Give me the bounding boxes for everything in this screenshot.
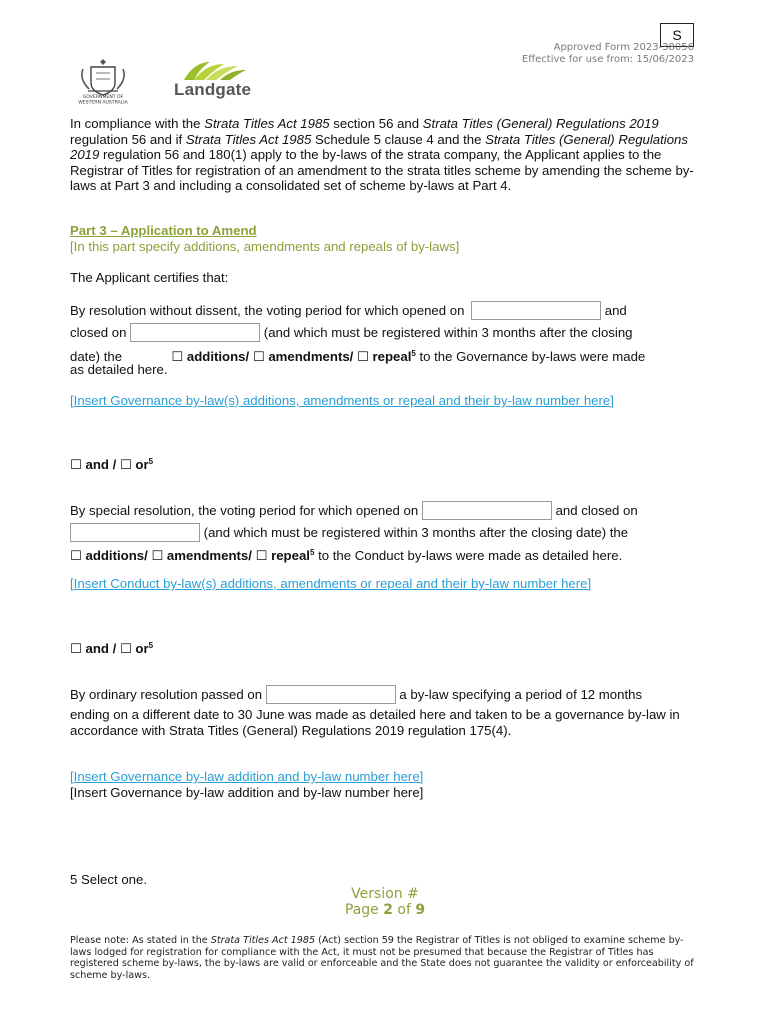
conduct-opened-date-field[interactable] [422, 501, 552, 520]
conduct-text: to the Conduct by-laws were made as detailed here. [314, 548, 623, 563]
governance-insert-link[interactable]: [Insert Governance by-law(s) additions, amendments or repeal and their by-law number here] [70, 393, 614, 408]
governance-line-4: as detailed here. [70, 362, 168, 377]
effective-date-line: Effective for use from: 15/06/2023 [521, 54, 694, 65]
conduct-closed-date-field[interactable] [70, 523, 200, 542]
conduct-insert-link[interactable]: [Insert Conduct by-law(s) additions, amendments or repeal and their by-law number here] [70, 576, 592, 591]
footnote-ref: 5 [148, 457, 154, 466]
governance-opened-date-field[interactable] [471, 301, 601, 320]
intro-text: regulation 56 and 180(1) apply to the by-laws of the strata company, the Applicant applies to the Registrar of Titles for registration of an amendment to the strata titles scheme by amending the scheme by-laws at Part 3 and including a consolidated set of scheme by-laws at Part 4. [70, 147, 694, 193]
or-checkbox[interactable]: ☐ or [119, 641, 149, 656]
government-crest-logo [74, 55, 132, 105]
landgate-leaf-icon [180, 60, 250, 82]
page-number: 2 [383, 902, 393, 918]
conduct-line-1 [70, 501, 700, 520]
form-code-box: S [660, 23, 694, 47]
and-or-selector-2 [70, 638, 700, 657]
intro-text: section 56 and [329, 116, 423, 131]
intro-paragraph [70, 116, 700, 194]
ordinary-rest: ending on a different date to 30 June was made as detailed here and taken to be a governance by-law in accordance with Strata Titles (General) Regulations 2019 regulation 175(4). [70, 707, 680, 738]
note-act-name: Strata Titles Act 1985 [210, 935, 316, 946]
approved-form-line: Approved Form 2023-38056 [553, 42, 694, 53]
certifies-text: The Applicant certifies that: [70, 270, 229, 285]
approved-form-info [522, 42, 694, 66]
note-text: (Act) section 59 the Registrar of Titles is not obliged to examine scheme by-laws lodged for registration for compliance with the Act, it must not be presumed that because the Registrar of Titles has registered scheme by-laws, the by-laws are valid or enforceable and the State does not guarantee the validity or enforceability of scheme by-laws. [70, 935, 694, 981]
governance-text: and [604, 303, 627, 318]
crest-icon [74, 55, 132, 105]
page-prefix: Page [344, 902, 384, 918]
governance-line-1 [70, 301, 700, 320]
ordinary-text: a by-law specifying a period of 12 months [399, 687, 643, 702]
and-checkbox[interactable]: ☐ and / [70, 457, 120, 472]
regulation-name: Strata Titles (General) Regulations 2019 [422, 116, 659, 131]
ordinary-text: By ordinary resolution passed on [70, 687, 263, 702]
svg-text:GOVERNMENT OF: GOVERNMENT OF [82, 95, 124, 100]
landgate-logo-text: Landgate [174, 80, 252, 99]
act-name: Strata Titles Act 1985 [185, 131, 312, 147]
conduct-text: and closed on [555, 503, 638, 518]
governance-text: closed on [70, 325, 127, 340]
and-checkbox[interactable]: ☐ and / [70, 641, 120, 656]
ordinary-insert-link[interactable]: [Insert Governance by-law addition and by-law number here] [70, 769, 424, 784]
part3-subheading: [In this part specify additions, amendments and repeals of by-laws] [70, 239, 460, 254]
governance-text: By resolution without dissent, the voting period for which opened on [70, 303, 465, 318]
footnote: 5 Select one. [70, 872, 147, 887]
conduct-amendments-checkbox[interactable]: ☐ amendments/ [151, 548, 252, 563]
governance-additions-checkbox[interactable]: ☐ additions/ [171, 349, 250, 364]
ordinary-line-1 [70, 685, 700, 704]
governance-repeal-checkbox[interactable]: ☐ repeal [357, 349, 412, 364]
and-or-selector-1 [70, 454, 700, 473]
footnote-ref: 5 [309, 548, 315, 557]
page-total: 9 [415, 902, 426, 918]
intro-text: Schedule 5 clause 4 and the [311, 131, 486, 147]
conduct-line-2 [70, 523, 700, 542]
intro-text: In compliance with the [70, 116, 205, 131]
ordinary-insert-text: [Insert Governance by-law addition and by-law number here] [70, 785, 424, 800]
page-indicator [0, 902, 770, 919]
governance-text: to the Governance by-laws were made [415, 349, 646, 364]
governance-text: date) the [70, 349, 123, 364]
landgate-logo [172, 60, 262, 102]
svg-text:WESTERN AUSTRALIA: WESTERN AUSTRALIA [78, 100, 128, 105]
or-checkbox[interactable]: ☐ or [119, 457, 149, 472]
governance-closed-date-field[interactable] [130, 323, 260, 342]
note-text: Please note: As stated in the [70, 935, 211, 946]
conduct-text: By special resolution, the voting period for which opened on [70, 503, 419, 518]
footnote-ref: 5 [148, 641, 154, 650]
intro-text: regulation 56 and if [70, 131, 186, 147]
conduct-text: (and which must be registered within 3 months after the closing date) the [203, 525, 629, 540]
footnote-ref: 5 [411, 349, 416, 358]
conduct-additions-checkbox[interactable]: ☐ additions/ [70, 548, 148, 563]
ordinary-passed-date-field[interactable] [266, 685, 396, 704]
part3-heading: Part 3 – Application to Amend [70, 223, 257, 238]
conduct-repeal-checkbox[interactable]: ☐ repeal [255, 548, 310, 563]
governance-line-2 [70, 323, 700, 342]
version-label: Version # [351, 886, 419, 902]
governance-amendments-checkbox[interactable]: ☐ amendments/ [252, 349, 354, 364]
act-name: Strata Titles Act 1985 [204, 116, 330, 131]
page-of: of [392, 902, 416, 918]
governance-text: (and which must be registered within 3 months after the closing [263, 325, 633, 340]
conduct-line-3 [70, 545, 700, 564]
regulation-name: Strata Titles (General) Regulations 2019 [70, 131, 688, 162]
disclaimer-note [70, 935, 700, 981]
